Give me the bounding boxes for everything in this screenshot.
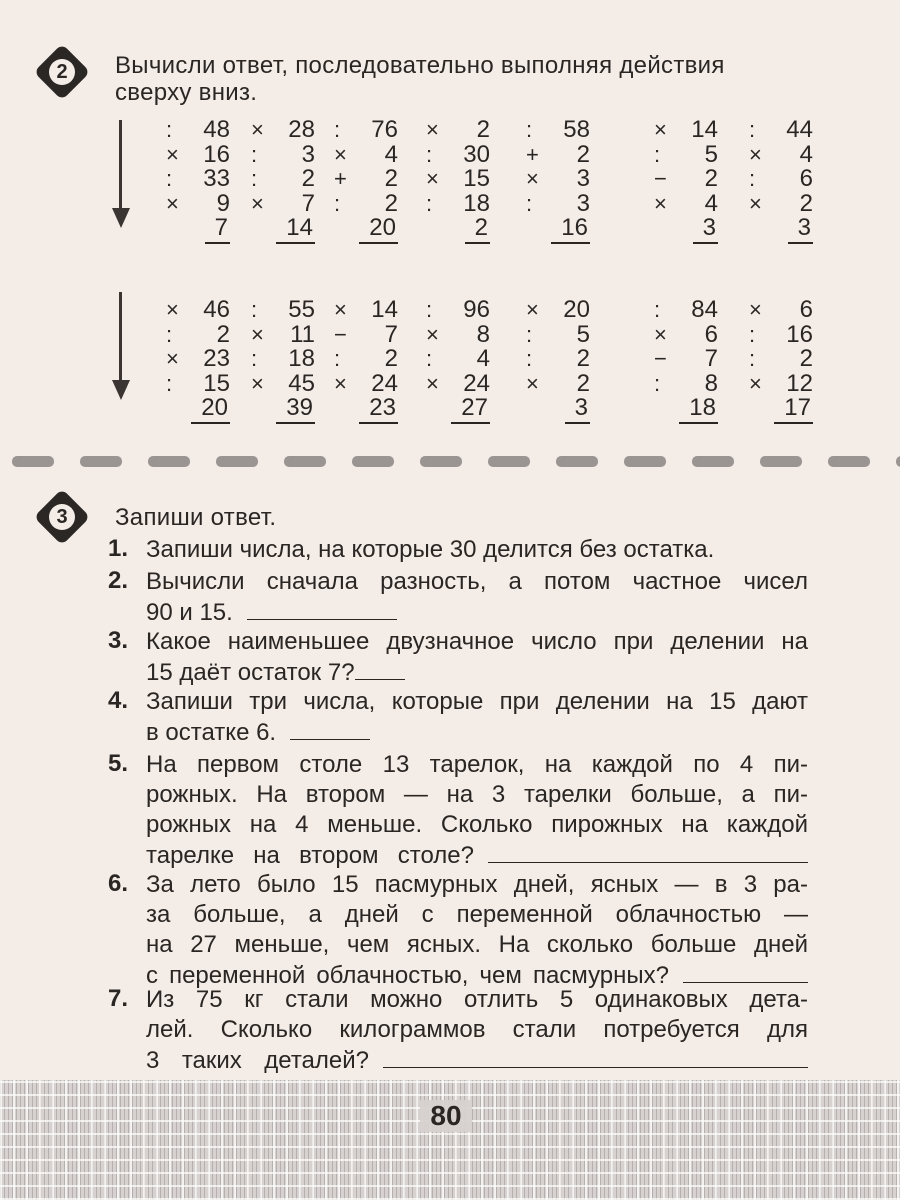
text-line	[146, 750, 808, 780]
calc-column	[420, 118, 490, 241]
operand: 2	[301, 165, 315, 192]
calc-result	[328, 216, 398, 241]
operator: :	[166, 321, 173, 347]
operator: :	[426, 346, 433, 371]
calc-column	[245, 118, 315, 241]
calc-step	[245, 118, 315, 143]
calc-step	[520, 167, 590, 192]
text-line	[146, 870, 808, 900]
item-number: 5.	[108, 750, 129, 777]
operand: 7	[384, 320, 398, 348]
calc-step	[648, 189, 718, 217]
operator: :	[251, 141, 258, 167]
line-text: рожных на 4 меньше. Сколько пирожных на каждой	[146, 811, 808, 838]
dash	[896, 456, 900, 467]
calc-column	[160, 118, 230, 241]
item-number: 6.	[108, 870, 129, 897]
calc-result	[420, 396, 490, 421]
calc-step	[520, 369, 590, 397]
calc-step	[743, 298, 813, 323]
text-line	[146, 627, 808, 657]
operator: ×	[334, 370, 347, 396]
operand: 3	[576, 189, 590, 217]
operator: :	[334, 190, 341, 216]
calc-step	[245, 140, 315, 168]
text-line	[146, 930, 808, 960]
calc-column	[520, 118, 590, 241]
operator: ×	[251, 190, 264, 216]
calc-result	[160, 396, 230, 421]
title-line: Вычисли ответ, последовательно выполняя действия	[115, 52, 725, 79]
line-text: На первом столе 13 тарелок, на каждой по 4 пи-	[146, 751, 808, 778]
result-value: 18	[679, 394, 718, 424]
operator: :	[166, 166, 173, 191]
calc-step	[520, 347, 590, 372]
calc-step	[328, 298, 398, 323]
line-text: лей. Сколько килограммов стали потребуется для	[146, 1016, 808, 1043]
result-value: 3	[788, 214, 813, 244]
dash	[216, 456, 258, 467]
operand: 5	[576, 320, 590, 348]
operator: ×	[654, 321, 667, 347]
dash	[284, 456, 326, 467]
calc-step	[245, 347, 315, 372]
text-line	[146, 535, 808, 565]
calc-result	[743, 216, 813, 241]
operator: :	[426, 297, 433, 322]
down-arrow-icon	[112, 120, 130, 228]
calc-step	[420, 347, 490, 372]
text-line	[146, 840, 808, 870]
result-value: 27	[451, 394, 490, 424]
calc-step	[520, 140, 590, 168]
operand: 7	[301, 189, 315, 217]
operand: 11	[290, 320, 315, 348]
text-line	[146, 900, 808, 930]
result-value: 20	[191, 394, 230, 424]
task-item	[108, 985, 808, 1075]
line-text: Какое наименьшее двузначное число при делении на	[146, 628, 808, 655]
calc-step	[328, 118, 398, 143]
calc-step	[245, 320, 315, 348]
operand: 55	[288, 296, 315, 323]
calc-step	[648, 167, 718, 192]
operator: :	[749, 117, 756, 142]
result-value: 17	[774, 394, 813, 424]
text-line	[146, 1015, 808, 1045]
operand: 2	[576, 369, 590, 397]
operand: 16	[203, 140, 230, 168]
operand: 2	[576, 345, 590, 372]
calc-step	[648, 369, 718, 397]
operand: 33	[203, 165, 230, 192]
calc-step	[160, 320, 230, 348]
calc-step	[520, 320, 590, 348]
operator: ×	[426, 117, 439, 142]
operator: ×	[251, 321, 264, 347]
result-value: 16	[551, 214, 590, 244]
calc-step	[328, 189, 398, 217]
calc-result	[160, 216, 230, 241]
footer-grid-pattern	[0, 1080, 900, 1200]
operand: 44	[786, 116, 813, 143]
text-line	[146, 657, 808, 687]
operand: 2	[384, 165, 398, 192]
operand: 48	[203, 116, 230, 143]
operator: :	[251, 166, 258, 191]
operator: :	[749, 166, 756, 191]
operand: 96	[463, 296, 490, 323]
calc-step	[328, 140, 398, 168]
line-text: Из 75 кг стали можно отлить 5 одинаковых дета-	[146, 986, 808, 1013]
operand: 6	[704, 320, 718, 348]
line-text: рожных. На втором — на 3 тарелки больше, а пи-	[146, 781, 808, 808]
operator: ×	[166, 297, 179, 322]
calc-column	[328, 298, 398, 421]
calc-step	[648, 140, 718, 168]
item-number: 7.	[108, 985, 129, 1012]
text-line	[146, 985, 808, 1015]
dash	[352, 456, 394, 467]
operand: 2	[384, 189, 398, 217]
operator: :	[654, 297, 661, 322]
line-text: 90 и 15.	[146, 599, 233, 626]
operator: ×	[526, 166, 539, 191]
calc-step	[420, 140, 490, 168]
operator: ×	[526, 297, 539, 322]
operator: ×	[334, 297, 347, 322]
calc-column	[520, 298, 590, 421]
operator: ×	[654, 117, 667, 142]
calc-step	[648, 347, 718, 372]
calc-step	[520, 298, 590, 323]
title-line: сверху вниз.	[115, 79, 258, 106]
text-line	[146, 1045, 808, 1075]
operator: :	[749, 346, 756, 371]
calc-step	[420, 298, 490, 323]
operand: 2	[799, 345, 813, 372]
operator: ×	[749, 297, 762, 322]
operand: 16	[786, 320, 813, 348]
calc-step	[160, 347, 230, 372]
answer-field[interactable]	[247, 597, 397, 620]
operand: 24	[371, 369, 398, 397]
dash	[556, 456, 598, 467]
calc-result	[420, 216, 490, 241]
operand: 5	[704, 140, 718, 168]
text-line	[146, 567, 808, 597]
calc-step	[420, 369, 490, 397]
task-item	[108, 687, 808, 747]
operator: −	[334, 321, 347, 347]
calc-result	[328, 396, 398, 421]
calc-step	[648, 298, 718, 323]
operand: 2	[704, 165, 718, 192]
answer-field[interactable]	[355, 657, 405, 680]
task-item	[108, 870, 808, 990]
operator: :	[526, 346, 533, 371]
line-text: в остатке 6.	[146, 719, 277, 746]
answer-field[interactable]	[383, 1045, 808, 1068]
task-title: Запиши ответ.	[115, 504, 277, 531]
operand: 4	[476, 345, 490, 372]
task-title	[115, 52, 725, 106]
operator: :	[426, 190, 433, 216]
dash	[692, 456, 734, 467]
operand: 58	[563, 116, 590, 143]
calc-step	[245, 298, 315, 323]
operator: −	[654, 166, 667, 191]
calc-step	[328, 167, 398, 192]
item-number: 3.	[108, 627, 129, 654]
calc-step	[245, 167, 315, 192]
operand: 2	[799, 189, 813, 217]
calc-step	[420, 189, 490, 217]
operand: 84	[691, 296, 718, 323]
operand: 2	[576, 140, 590, 168]
dash	[760, 456, 802, 467]
down-arrow-icon	[112, 292, 130, 400]
result-value: 20	[359, 214, 398, 244]
calc-step	[160, 140, 230, 168]
operand: 45	[288, 369, 315, 397]
operand: 15	[463, 165, 490, 192]
dash	[148, 456, 190, 467]
task-item	[108, 535, 808, 565]
operator: ×	[334, 141, 347, 167]
line-text: на 27 меньше, чем ясных. На сколько больше дней	[146, 931, 808, 958]
calc-step	[420, 118, 490, 143]
calc-step	[245, 369, 315, 397]
operand: 4	[704, 189, 718, 217]
operator: ×	[654, 190, 667, 216]
operator: ×	[749, 370, 762, 396]
operator: ×	[166, 141, 179, 167]
result-value: 23	[359, 394, 398, 424]
result-value: 3	[565, 394, 590, 424]
operator: :	[251, 297, 258, 322]
calc-step	[743, 189, 813, 217]
calc-column	[648, 118, 718, 241]
calc-step	[743, 167, 813, 192]
result-value: 7	[205, 214, 230, 244]
operator: +	[334, 166, 347, 191]
operand: 18	[288, 345, 315, 372]
operator: :	[251, 346, 258, 371]
calc-result	[648, 396, 718, 421]
operand: 8	[476, 320, 490, 348]
task-item	[108, 750, 808, 870]
calc-step	[420, 320, 490, 348]
dashed-divider	[0, 456, 900, 468]
calc-step	[160, 298, 230, 323]
calc-column	[420, 298, 490, 421]
calc-step	[328, 320, 398, 348]
operator: ×	[251, 117, 264, 142]
answer-field[interactable]	[683, 960, 808, 983]
operand: 6	[799, 165, 813, 192]
operator: ×	[749, 190, 762, 216]
operand: 3	[301, 140, 315, 168]
task-item	[108, 627, 808, 687]
text-line	[146, 597, 808, 627]
task-number: 3	[49, 504, 75, 530]
operator: :	[426, 141, 433, 167]
operand: 2	[384, 345, 398, 372]
operator: ×	[166, 346, 179, 371]
result-value: 3	[693, 214, 718, 244]
calc-result	[648, 216, 718, 241]
line-text: Запиши три числа, которые при делении на 15 дают	[146, 688, 808, 715]
calc-column	[743, 298, 813, 421]
operator: ×	[749, 141, 762, 167]
operator: :	[654, 370, 661, 396]
task-number-badge	[35, 490, 89, 544]
calc-step	[160, 118, 230, 143]
operator: :	[166, 370, 173, 396]
operator: :	[334, 346, 341, 371]
operand: 7	[704, 345, 718, 372]
operand: 20	[563, 296, 590, 323]
calc-step	[743, 347, 813, 372]
operator: ×	[251, 370, 264, 396]
operand: 12	[786, 369, 813, 397]
operand: 3	[576, 165, 590, 192]
text-line	[146, 810, 808, 840]
task-number-badge	[35, 45, 89, 99]
calc-column	[160, 298, 230, 421]
calc-step	[743, 118, 813, 143]
line-text: 3 таких деталей?	[146, 1047, 369, 1074]
calc-column	[328, 118, 398, 241]
dash	[420, 456, 462, 467]
operand: 28	[288, 116, 315, 143]
operand: 14	[371, 296, 398, 323]
calc-result	[520, 216, 590, 241]
operand: 6	[799, 296, 813, 323]
calc-step	[648, 320, 718, 348]
calc-step	[648, 118, 718, 143]
operand: 14	[691, 116, 718, 143]
calc-step	[520, 189, 590, 217]
line-text: с переменной облачностью, чем пасмурных?	[146, 962, 669, 989]
operand: 18	[463, 189, 490, 217]
calc-step	[245, 189, 315, 217]
result-value: 14	[276, 214, 315, 244]
calc-step	[328, 347, 398, 372]
calc-step	[743, 320, 813, 348]
operand: 9	[216, 189, 230, 217]
operator: ×	[526, 370, 539, 396]
calc-result	[245, 216, 315, 241]
calc-result	[520, 396, 590, 421]
operand: 8	[704, 369, 718, 397]
operator: :	[526, 190, 533, 216]
operand: 4	[384, 140, 398, 168]
calc-step	[743, 369, 813, 397]
calc-column	[245, 298, 315, 421]
result-value: 39	[276, 394, 315, 424]
operator: +	[526, 141, 539, 167]
operand: 24	[463, 369, 490, 397]
operand: 4	[799, 140, 813, 168]
line-text: за больше, а дней с переменной облачностью —	[146, 901, 808, 928]
operator: :	[654, 141, 661, 167]
operand: 2	[216, 320, 230, 348]
task-number: 2	[49, 59, 75, 85]
operator: :	[334, 117, 341, 142]
calc-step	[743, 140, 813, 168]
result-value: 2	[465, 214, 490, 244]
operand: 46	[203, 296, 230, 323]
dash	[624, 456, 666, 467]
operator: −	[654, 346, 667, 371]
calc-column	[648, 298, 718, 421]
answer-field[interactable]	[488, 840, 808, 863]
calc-column	[743, 118, 813, 241]
line-text: Запиши числа, на которые 30 делится без остатка.	[146, 536, 715, 563]
task-item	[108, 567, 808, 627]
text-line	[146, 717, 808, 747]
operator: ×	[426, 370, 439, 396]
dash	[80, 456, 122, 467]
operator: :	[526, 321, 533, 347]
dash	[828, 456, 870, 467]
dash	[12, 456, 54, 467]
operand: 23	[203, 345, 230, 372]
operator: :	[166, 117, 173, 142]
calc-step	[160, 189, 230, 217]
operator: ×	[426, 321, 439, 347]
answer-field[interactable]	[290, 717, 370, 740]
operator: :	[526, 117, 533, 142]
line-text: Вычисли сначала разность, а потом частное чисел	[146, 568, 808, 595]
calc-step	[160, 369, 230, 397]
page-number: 80	[420, 1100, 472, 1132]
operator: ×	[426, 166, 439, 191]
calc-step	[520, 118, 590, 143]
calc-result	[743, 396, 813, 421]
calc-step	[328, 369, 398, 397]
calc-result	[245, 396, 315, 421]
line-text: За лето было 15 пасмурных дней, ясных — в 3 ра-	[146, 871, 808, 898]
item-number: 1.	[108, 535, 129, 562]
line-text: 15 даёт остаток 7?	[146, 659, 355, 686]
dash	[488, 456, 530, 467]
operand: 15	[203, 369, 230, 397]
item-number: 2.	[108, 567, 129, 594]
calc-step	[160, 167, 230, 192]
text-line	[146, 780, 808, 810]
operand: 76	[371, 116, 398, 143]
operator: :	[749, 321, 756, 347]
operand: 2	[476, 116, 490, 143]
item-number: 4.	[108, 687, 129, 714]
operator: ×	[166, 190, 179, 216]
calc-step	[420, 167, 490, 192]
operand: 30	[463, 140, 490, 168]
line-text: тарелке на втором столе?	[146, 842, 474, 869]
text-line	[146, 687, 808, 717]
